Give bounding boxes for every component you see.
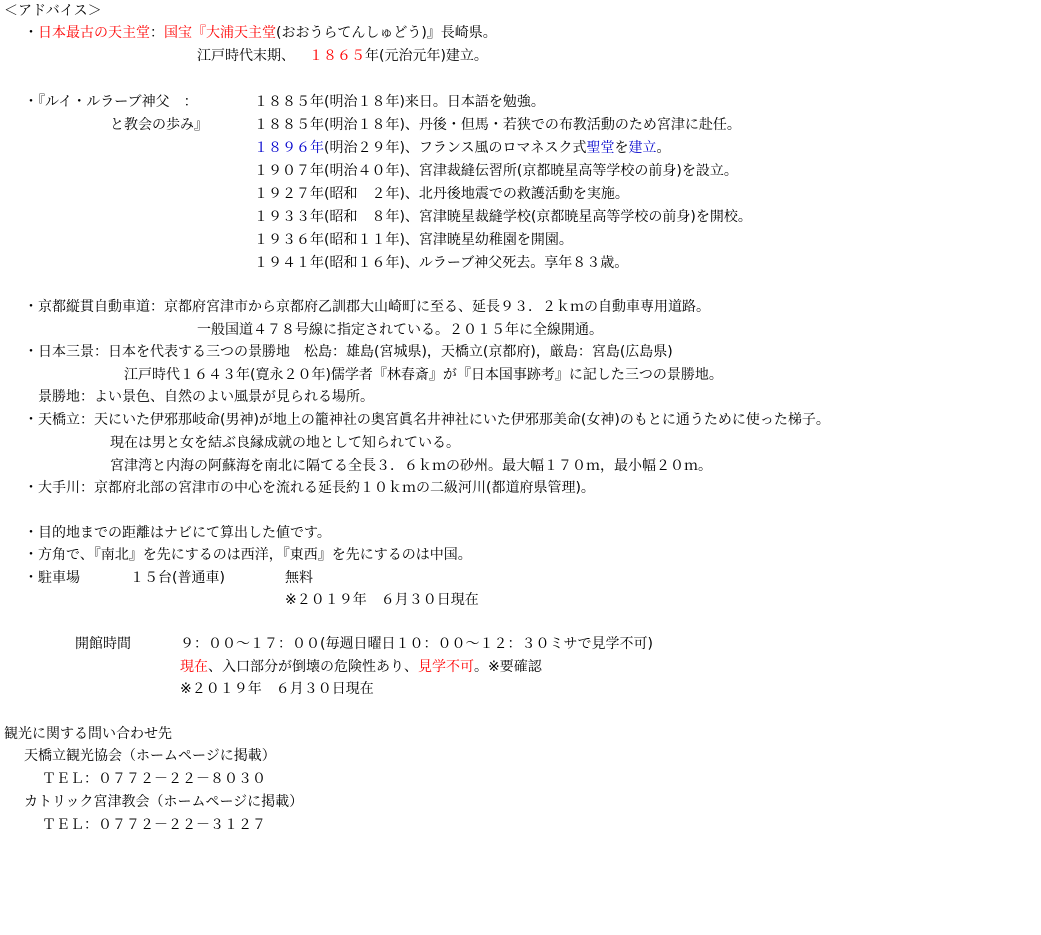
advice-heading: ＜アドバイス＞	[4, 3, 102, 19]
louis-event-highlight	[254, 137, 671, 159]
current-label: 現在	[180, 659, 208, 675]
louis-event: １８８５年(明治１８年)来日。日本語を勉強。	[254, 94, 545, 110]
note-line: ・目的地までの距離はナビにて算出した値です。	[24, 525, 331, 541]
louis-event: １９２７年(昭和 ２年)、北丹後地震での救護活動を実施。	[254, 186, 629, 202]
hours-time: ９：００～１７：００(毎週日曜日１０：００～１２：３０ミサで見学不可)	[180, 636, 653, 652]
highlight-kenritsu: 建立	[628, 140, 657, 156]
oldest-church-line	[24, 22, 497, 44]
sankei-line-2: 江戸時代１６４３年(寛永２０年)儒学者『林春斎』が『日本国事跡考』に記した三つの景勝地。	[124, 367, 723, 383]
louis-event: １９４１年(昭和１６年)、ルラーブ神父死去。享年８３歳。	[254, 255, 629, 271]
note-line: ・方角で、『南北』を先にするのは西洋，『東西』を先にするのは中国。	[24, 547, 472, 563]
expressway-line-1: ・京都縦貫自動車道：京都府宮津市から京都府乙訓郡大山崎町に至る、延長９３．２ｋｍの自動車専用道路。	[24, 299, 710, 315]
louis-event: １９３６年(昭和１１年)、宮津暁星幼稚園を開園。	[254, 232, 573, 248]
national-treasure: 国宝『大浦天主堂	[164, 25, 276, 41]
contact-heading: 観光に関する問い合わせ先	[4, 726, 172, 742]
highlight-mid: (明治２９年)、フランス風のロマネスク式	[324, 140, 587, 156]
highlight-wo: を	[614, 140, 629, 156]
closed-label: 見学不可	[418, 659, 474, 675]
amanohashidate-line-3: 宮津湾と内海の阿蘇海を南北に隔てる全長３．６ｋｍの砂州。最大幅１７０ｍ，最小幅２０ｍ。	[110, 458, 712, 474]
contact-tel-2: ＴＥＬ：０７７２－２２－３１２７	[42, 817, 266, 833]
separator: ：	[150, 25, 164, 41]
louis-title-2: と教会の歩み』	[110, 117, 208, 133]
highlight-year: １８９６年	[254, 140, 324, 156]
sankei-line-3: 景勝地：よい景色、自然のよい風景が見られる場所。	[38, 389, 374, 405]
highlight-end: 。	[656, 140, 671, 156]
place: 長崎県。	[440, 25, 497, 41]
parking-fee: 無料	[285, 570, 313, 586]
build-year: １８６５	[309, 48, 365, 64]
era-suffix: 年(元治元年)建立。	[365, 48, 488, 64]
louis-event: １９３３年(昭和 ８年)、宮津暁星裁縫学校(京都暁星高等学校の前身)を開校。	[254, 209, 752, 225]
parking-as-of: ※２０１９年 ６月３０日現在	[285, 592, 479, 608]
oldest-church-date	[197, 45, 488, 67]
sankei-line-1: ・日本三景：日本を代表する三つの景勝地 松島：雄島(宮城県)，天橋立(京都府)，厳島：宮島(広島県)	[24, 344, 673, 360]
louis-event: １９０７年(明治４０年)、宮津裁縫伝習所(京都暁星高等学校の前身)を設立。	[254, 163, 738, 179]
parking-count: １５台(普通車)	[130, 570, 225, 586]
oldest-church-label: 日本最古の天主堂	[38, 25, 150, 41]
hours-label: 開館時間	[75, 636, 131, 652]
contact-org-1: 天橋立観光協会（ホームページに掲載）	[24, 748, 276, 764]
contact-tel-1: ＴＥＬ：０７７２－２２－８０３０	[42, 771, 266, 787]
amanohashidate-line-1: ・天橋立：天にいた伊邪那岐命(男神)が地上の籠神社の奥宮眞名井神社にいた伊邪那美命(女神)のもとに通うために使った梯子。	[24, 412, 830, 428]
louis-title-1: ・『ルイ・ルラーブ神父 ：	[24, 94, 198, 110]
reading: (おおうらてんしゅどう)』	[276, 25, 441, 41]
contact-org-2: カトリック宮津教会（ホームページに掲載）	[24, 794, 304, 810]
warning-mid: 、入口部分が倒壊の危険性あり、	[208, 659, 418, 675]
hours-as-of: ※２０１９年 ６月３０日現在	[180, 681, 374, 697]
otegawa-line: ・大手川：京都府北部の宮津市の中心を流れる延長約１０ｋｍの二級河川(都道府県管理)。	[24, 480, 595, 496]
expressway-line-2: 一般国道４７８号線に指定されている。２０１５年に全線開通。	[197, 322, 603, 338]
highlight-seidou: 聖堂	[586, 140, 615, 156]
warning-end: 。※要確認	[474, 659, 542, 675]
amanohashidate-line-2: 現在は男と女を結ぶ良縁成就の地として知られている。	[110, 435, 460, 451]
hours-warning	[180, 656, 542, 678]
parking-label: ・駐車場	[24, 570, 80, 586]
era-prefix: 江戸時代末期、	[197, 48, 295, 64]
louis-event: １８８５年(明治１８年)、丹後・但馬・若狭での布教活動のため宮津に赴任。	[254, 117, 741, 133]
bullet: ・	[24, 25, 38, 41]
